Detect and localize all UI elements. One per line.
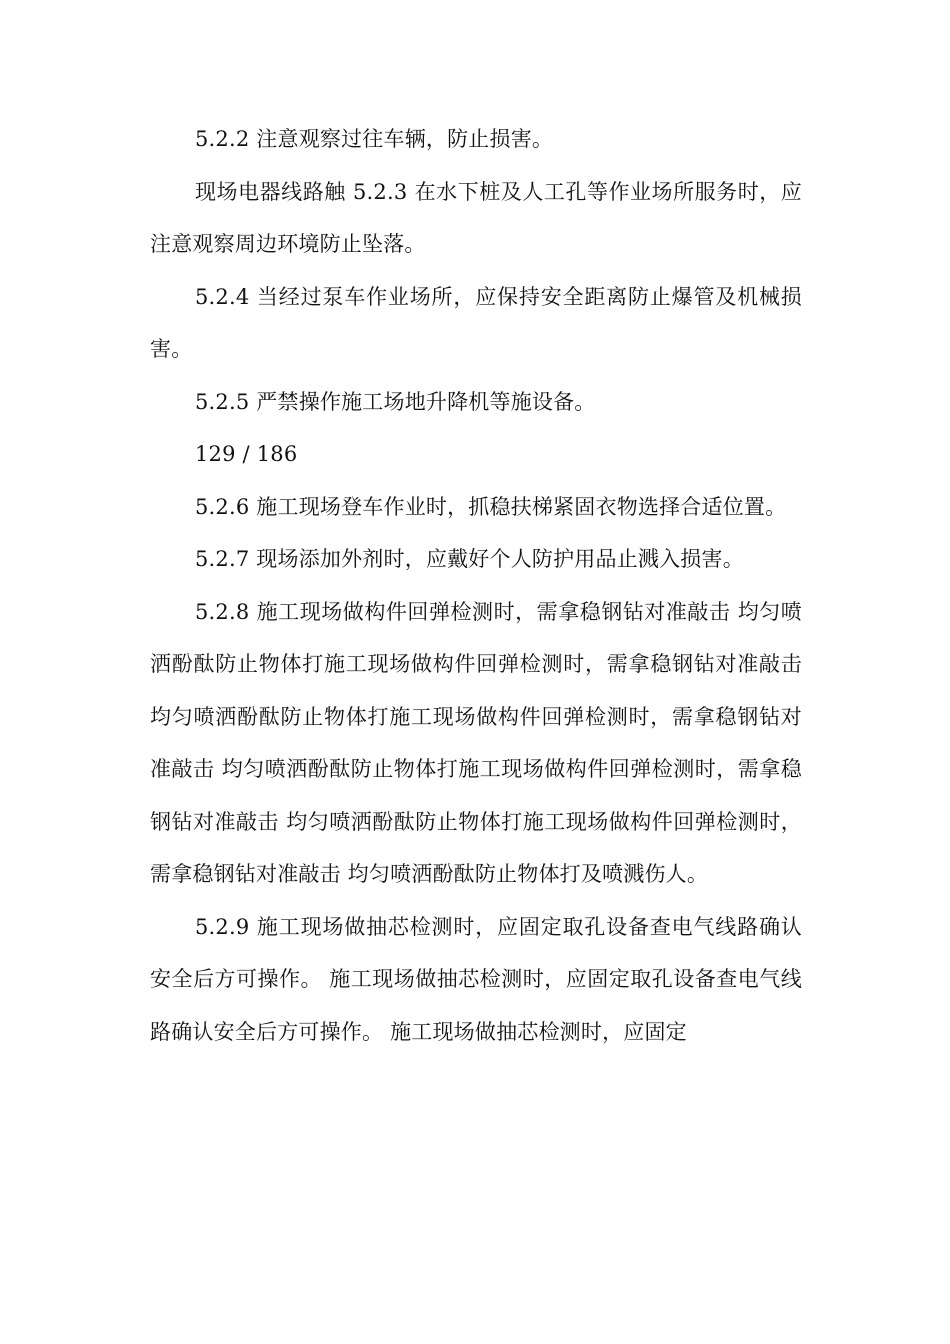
paragraph-5-2-8: 5.2.8 施工现场做构件回弹检测时，需拿稳钢钻对准敲击 均匀喷洒酚酞防止物体打施工现场做构件回弹检测时，需拿稳钢钻对准敲击 均匀喷洒酚酞防止物体打施工现场做构件回弹检测时，需拿稳钢钻对准敲击 均匀喷洒酚酞防止物体打施工现场做构件回弹检测时，需拿稳钢钻对准敲击 均匀喷洒酚酞防止物体打施工现场做构件回弹检测时，需拿稳钢钻对准敲击 均匀喷洒酚酞防止物体打及喷溅伤人。 <box>150 599 802 886</box>
document-body <box>150 113 802 1058</box>
paragraph-5-2-5: 5.2.5 严禁操作施工场地升降机等施设备。 <box>195 389 596 414</box>
paragraph-5-2-4: 5.2.4 当经过泵车作业场所，应保持安全距离防止爆管及机械损害。 <box>150 284 802 361</box>
page-number: 129 / 186 <box>195 442 298 466</box>
paragraph-5-2-7: 5.2.7 现场添加外剂时，应戴好个人防护用品止溅入损害。 <box>195 547 744 571</box>
paragraph-5-2-3: 现场电器线路触 5.2.3 在水下桩及人工孔等作业场所服务时，应注意观察周边环境防止坠落。 <box>150 179 802 256</box>
paragraph-5-2-2: 5.2.2 注意观察过往车辆，防止损害。 <box>195 127 554 151</box>
paragraph-5-2-6: 5.2.6 施工现场登车作业时，抓稳扶梯紧固衣物选择合适位置。 <box>195 494 787 519</box>
paragraph-5-2-9: 5.2.9 施工现场做抽芯检测时，应固定取孔设备查电气线路确认安全后方可操作。 施工现场做抽芯检测时，应固定取孔设备查电气线路确认安全后方可操作。 施工现场做抽芯检测时，应固定 <box>150 914 802 1044</box>
